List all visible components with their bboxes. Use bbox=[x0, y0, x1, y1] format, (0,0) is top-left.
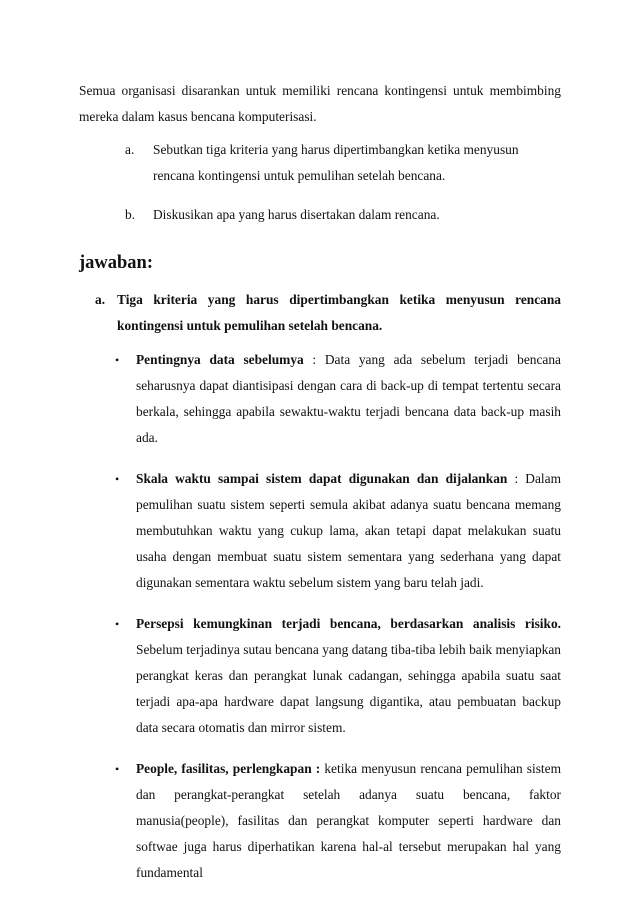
criteria-item bbox=[115, 466, 561, 596]
answer-title-line2: kontingensi untuk pemulihan setelah bencana. bbox=[117, 318, 383, 333]
question-marker: b. bbox=[125, 207, 136, 222]
answer-title-line1: Tiga kriteria yang harus dipertimbangkan ketika menyusun rencana bbox=[117, 292, 561, 307]
answer-title bbox=[95, 287, 561, 339]
bullet-icon: • bbox=[115, 472, 120, 486]
criteria-description: : Data yang ada sebelum terjadi bencana seharusnya dapat diantisipasi dengan cara di back-up di tempat tertentu secara berkala, sehingga apabila sewaktu-waktu terjadi bencana data back-up masih ada. bbox=[136, 352, 562, 445]
criteria-description: ketika menyusun rencana pemulihan sistem dan perangkat-perangkat setelah adanya suatu bencana, faktor manusia(people), fasilitas dan perangkat komputer seperti hardware dan softwae juga harus diperhatikan karena hal-al tersebut merupakan hal yang fundamental bbox=[136, 761, 561, 880]
criteria-list bbox=[115, 347, 561, 901]
answer-marker: a. bbox=[95, 292, 106, 307]
criteria-description: Sebelum terjadinya sutau bencana yang datang tiba-tiba lebih baik menyiapkan perangkat keras dan perangkat lunak cadangan, sehingga apabila suatu saat terjadi apa-apa hardware dapat langsung digantika, atau pembuatan backup data secara otomatis dan mirror sistem. bbox=[136, 642, 561, 735]
question-text: Diskusikan apa yang harus disertakan dalam rencana. bbox=[153, 207, 440, 222]
criteria-term: Pentingnya data sebelumya bbox=[136, 352, 304, 367]
question-item-b bbox=[125, 202, 561, 228]
question-list bbox=[125, 137, 561, 241]
criteria-item bbox=[115, 756, 561, 886]
answer-section bbox=[95, 287, 561, 339]
criteria-description: : Dalam pemulihan suatu sistem seperti semula akibat adanya suatu bencana memang membutuhkan waktu yang cukup lama, akan tetapi dapat melakukan suatu usaha dengan membuat suatu sistem sementara yang sederhana yang dapat digunakan sementara waktu sebelum sistem yang baru telah jadi. bbox=[136, 471, 561, 590]
bullet-icon: • bbox=[115, 762, 120, 776]
question-marker: a. bbox=[125, 142, 135, 157]
criteria-term: Skala waktu sampai sistem dapat digunakan dan dijalankan bbox=[136, 471, 508, 486]
criteria-term: People, fasilitas, perlengkapan : bbox=[136, 761, 321, 776]
bullet-icon: • bbox=[115, 617, 120, 631]
criteria-item bbox=[115, 611, 561, 741]
criteria-term: Persepsi kemungkinan terjadi bencana, berdasarkan analisis risiko. bbox=[136, 616, 561, 631]
intro-paragraph: Semua organisasi disarankan untuk memiliki rencana kontingensi untuk membimbing mereka dalam kasus bencana komputerisasi. bbox=[79, 83, 561, 124]
criteria-item bbox=[115, 347, 561, 451]
question-item-a bbox=[125, 137, 561, 189]
question-text: Sebutkan tiga kriteria yang harus dipertimbangkan ketika menyusun rencana kontingensi untuk pemulihan setelah bencana. bbox=[153, 142, 519, 183]
bullet-icon: • bbox=[115, 353, 120, 367]
answer-heading: jawaban: bbox=[79, 253, 154, 273]
